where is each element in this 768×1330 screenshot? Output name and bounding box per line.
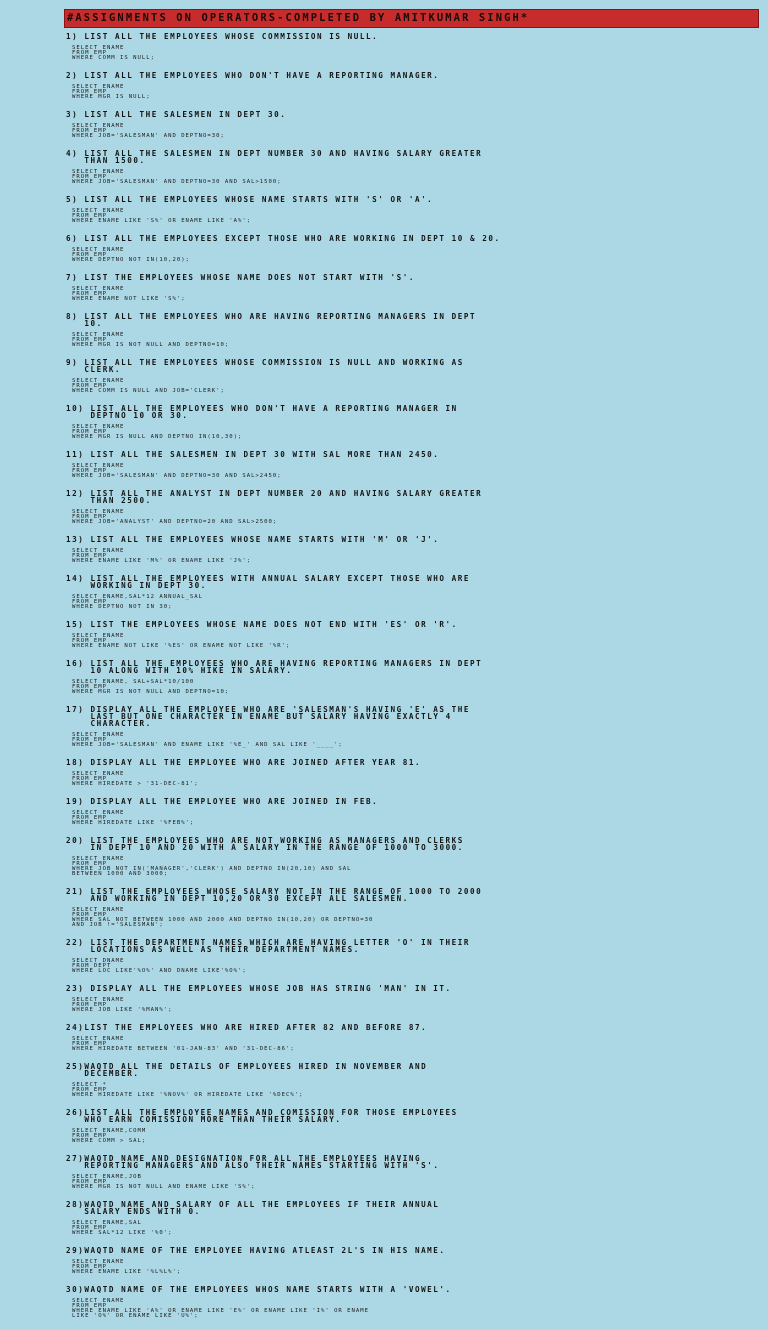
sql-answer: SELECT ENAME FROM EMP WHERE DEPTNO NOT IN(10,20); [72,247,190,263]
sql-answer: SELECT ENAME FROM EMP WHERE ENAME LIKE 'M%' OR ENAME LIKE 'J%'; [72,548,252,564]
question-item [0,313,768,348]
question-text: 13) LIST ALL THE EMPLOYEES WHOSE NAME STARTS WITH 'M' OR 'J'. [66,535,440,544]
sql-answer: SELECT ENAME FROM EMP WHERE JOB NOT IN('MANAGER','CLERK') AND DEPTNO IN(20,10) AND SAL BETWEEN 1000 AND 3000; [72,856,352,877]
question-item [0,235,768,263]
question-item [0,888,768,928]
question-text: 11) LIST ALL THE SALESMEN IN DEPT 30 WITH SAL MORE THAN 2450. [66,450,440,459]
question-item [0,985,768,1013]
question-text: 26)LIST ALL THE EMPLOYEE NAMES AND COMISSION FOR THOSE EMPLOYEES WHO EARN COMISSION MORE THAN THEIR SALARY. [66,1108,458,1124]
question-item [0,111,768,139]
question-text: 21) LIST THE EMPLOYEES WHOSE SALARY NOT IN THE RANGE OF 1000 TO 2000 AND WORKING IN DEPT 10,20 OR 30 EXCEPT ALL SALESMEN. [66,887,483,903]
question-item [0,575,768,610]
question-text: 8) LIST ALL THE EMPLOYEES WHO ARE HAVING REPORTING MANAGERS IN DEPT 10. [66,312,477,328]
question-text: 18) DISPLAY ALL THE EMPLOYEE WHO ARE JOINED AFTER YEAR 81. [66,758,422,767]
question-text: 1) LIST ALL THE EMPLOYEES WHOSE COMMISSION IS NULL. [66,32,379,41]
question-item [0,359,768,394]
question-text: 10) LIST ALL THE EMPLOYEES WHO DON'T HAVE A REPORTING MANAGER IN DEPTNO 10 OR 30. [66,404,458,420]
sql-answer: SELECT ENAME, SAL+SAL*10/100 FROM EMP WHERE MGR IS NOT NULL AND DEPTNO=10; [72,679,230,695]
question-text: 12) LIST ALL THE ANALYST IN DEPT NUMBER 20 AND HAVING SALARY GREATER THAN 2500. [66,489,483,505]
question-text: 15) LIST THE EMPLOYEES WHOSE NAME DOES NOT END WITH 'ES' OR 'R'. [66,620,458,629]
question-text: 2) LIST ALL THE EMPLOYEES WHO DON'T HAVE A REPORTING MANAGER. [66,71,440,80]
question-text: 17) DISPLAY ALL THE EMPLOYEE WHO ARE 'SALESMAN'S HAVING 'E' AS THE LAST BUT ONE CHARACTER IN ENAME BUT SALARY HAVING EXACTLY 4 CHARACTER. [66,705,471,728]
question-item [0,706,768,748]
sql-answer: SELECT ENAME FROM EMP WHERE ENAME NOT LIKE 'S%'; [72,286,186,302]
question-text: 6) LIST ALL THE EMPLOYEES EXCEPT THOSE WHO ARE WORKING IN DEPT 10 & 20. [66,234,501,243]
question-item [0,1063,768,1098]
question-text: 4) LIST ALL THE SALESMEN IN DEPT NUMBER 30 AND HAVING SALARY GREATER THAN 1500. [66,149,483,165]
sql-answer: SELECT ENAME FROM EMP WHERE JOB='SALESMAN' AND DEPTNO=30 AND SAL>2450; [72,463,282,479]
question-item [0,150,768,185]
question-text: 25)WAQTD ALL THE DETAILS OF EMPLOYEES HIRED IN NOVEMBER AND DECEMBER. [66,1062,428,1078]
question-item [0,1201,768,1236]
question-text: 20) LIST THE EMPLOYEES WHO ARE NOT WORKING AS MANAGERS AND CLERKS IN DEPT 10 AND 20 WITH A SALARY IN THE RANGE OF 1000 TO 3000. [66,836,464,852]
question-item [0,837,768,877]
question-text: 19) DISPLAY ALL THE EMPLOYEE WHO ARE JOINED IN FEB. [66,797,379,806]
question-item [0,1109,768,1144]
sql-answer: SELECT ENAME FROM EMP WHERE JOB='SALESMAN' AND DEPTNO=30; [72,123,225,139]
sql-answer: SELECT ENAME FROM EMP WHERE ENAME LIKE '%L%L%'; [72,1259,182,1275]
sql-answer: SELECT ENAME FROM EMP WHERE SAL NOT BETWEEN 1000 AND 2000 AND DEPTNO IN(10,20) OR DEPTNO=30 AND JOB !='SALESMAN'; [72,907,374,928]
question-item [0,274,768,302]
question-text: 7) LIST THE EMPLOYEES WHOSE NAME DOES NOT START WITH 'S'. [66,273,415,282]
question-text: 14) LIST ALL THE EMPLOYEES WITH ANNUAL SALARY EXCEPT THOSE WHO ARE WORKING IN DEPT 30. [66,574,471,590]
question-text: 3) LIST ALL THE SALESMEN IN DEPT 30. [66,110,287,119]
question-text: 28)WAQTD NAME AND SALARY OF ALL THE EMPLOYEES IF THEIR ANNUAL SALARY ENDS WITH 0. [66,1200,440,1216]
sql-answer: SELECT ENAME,COMM FROM EMP WHERE COMM > SAL; [72,1128,147,1144]
question-text: 9) LIST ALL THE EMPLOYEES WHOSE COMMISSION IS NULL AND WORKING AS CLERK. [66,358,464,374]
question-item [0,72,768,100]
question-item [0,1024,768,1052]
question-item [0,1155,768,1190]
question-item [0,536,768,564]
sql-answer: SELECT ENAME FROM EMP WHERE MGR IS NULL AND DEPTNO IN(10,30); [72,424,243,440]
sql-answer: SELECT ENAME FROM EMP WHERE MGR IS NULL; [72,84,151,100]
sql-answer: SELECT ENAME FROM EMP WHERE JOB='ANALYST' AND DEPTNO=20 AND SAL>2500; [72,509,278,525]
question-text: 30)WAQTD NAME OF THE EMPLOYEES WHOS NAME STARTS WITH A 'VOWEL'. [66,1285,452,1294]
sql-answer: SELECT * FROM EMP WHERE HIREDATE LIKE '%NOV%' OR HIREDATE LIKE '%DEC%'; [72,1082,304,1098]
question-item [0,939,768,974]
question-item [0,33,768,61]
question-item [0,490,768,525]
title-banner: #ASSIGNMENTS ON OPERATORS-COMPLETED BY AMITKUMAR SINGH* [64,9,759,28]
question-item [0,621,768,649]
sql-answer: SELECT ENAME,SAL FROM EMP WHERE SAL*12 LIKE '%0'; [72,1220,173,1236]
sql-answer: SELECT ENAME FROM EMP WHERE HIREDATE > '31-DEC-81'; [72,771,199,787]
sql-answer: SELECT ENAME FROM EMP WHERE ENAME NOT LIKE '%ES' OR ENAME NOT LIKE '%R'; [72,633,291,649]
sql-answer: SELECT ENAME FROM EMP WHERE MGR IS NOT NULL AND DEPTNO=10; [72,332,230,348]
question-item [0,759,768,787]
sql-answer: SELECT ENAME FROM EMP WHERE JOB='SALESMAN' AND ENAME LIKE '%E_' AND SAL LIKE '____'; [72,732,343,748]
sql-answer: SELECT ENAME FROM EMP WHERE JOB='SALESMAN' AND DEPTNO=30 AND SAL>1500; [72,169,282,185]
question-list [0,33,768,1330]
question-item [0,660,768,695]
question-text: 24)LIST THE EMPLOYEES WHO ARE HIRED AFTER 82 AND BEFORE 87. [66,1023,428,1032]
question-text: 16) LIST ALL THE EMPLOYEES WHO ARE HAVING REPORTING MANAGERS IN DEPT 10 ALONG WITH 10% HIKE IN SALARY. [66,659,483,675]
sql-answer: SELECT ENAME FROM EMP WHERE HIREDATE LIKE '%FEB%'; [72,810,195,826]
question-item [0,451,768,479]
sql-answer: SELECT ENAME FROM EMP WHERE HIREDATE BETWEEN '01-JAN-83' AND '31-DEC-86'; [72,1036,295,1052]
question-text: 22) LIST THE DEPARTMENT NAMES WHICH ARE HAVING LETTER 'O' IN THEIR LOCATIONS AS WELL AS THEIR DEPARTMENT NAMES. [66,938,471,954]
question-text: 27)WAQTD NAME AND DESIGNATION FOR ALL THE EMPLOYEES HAVING REPORTING MANAGERS AND ALSO THEIR NAMES STARTING WITH 'S'. [66,1154,440,1170]
question-text: 23) DISPLAY ALL THE EMPLOYEES WHOSE JOB HAS STRING 'MAN' IN IT. [66,984,452,993]
sql-answer: SELECT ENAME,JOB FROM EMP WHERE MGR IS NOT NULL AND ENAME LIKE 'S%'; [72,1174,256,1190]
sql-answer: SELECT ENAME FROM EMP WHERE COMM IS NULL; [72,45,155,61]
question-text: 5) LIST ALL THE EMPLOYEES WHOSE NAME STARTS WITH 'S' OR 'A'. [66,195,434,204]
sql-answer: SELECT ENAME FROM EMP WHERE COMM IS NULL AND JOB='CLERK'; [72,378,225,394]
question-text: 29)WAQTD NAME OF THE EMPLOYEE HAVING ATLEAST 2L'S IN HIS NAME. [66,1246,446,1255]
sql-answer: SELECT ENAME FROM EMP WHERE ENAME LIKE 'S%' OR ENAME LIKE 'A%'; [72,208,252,224]
sql-answer: SELECT ENAME FROM EMP WHERE ENAME LIKE 'A%' OR ENAME LIKE 'E%' OR ENAME LIKE 'I%' OR ENAME LIKE 'O%' OR ENAME LIKE 'U%'; [72,1298,370,1319]
question-item [0,798,768,826]
sql-answer: SELECT ENAME,SAL*12 ANNUAL_SAL FROM EMP WHERE DEPTNO NOT IN 30; [72,594,204,610]
sql-answer: SELECT ENAME FROM EMP WHERE JOB LIKE '%MAN%'; [72,997,173,1013]
question-item [0,1286,768,1319]
question-item [0,405,768,440]
sql-answer: SELECT DNAME FROM DEPT WHERE LOC LIKE'%O%' AND DNAME LIKE'%O%'; [72,958,247,974]
question-item [0,196,768,224]
question-item [0,1247,768,1275]
